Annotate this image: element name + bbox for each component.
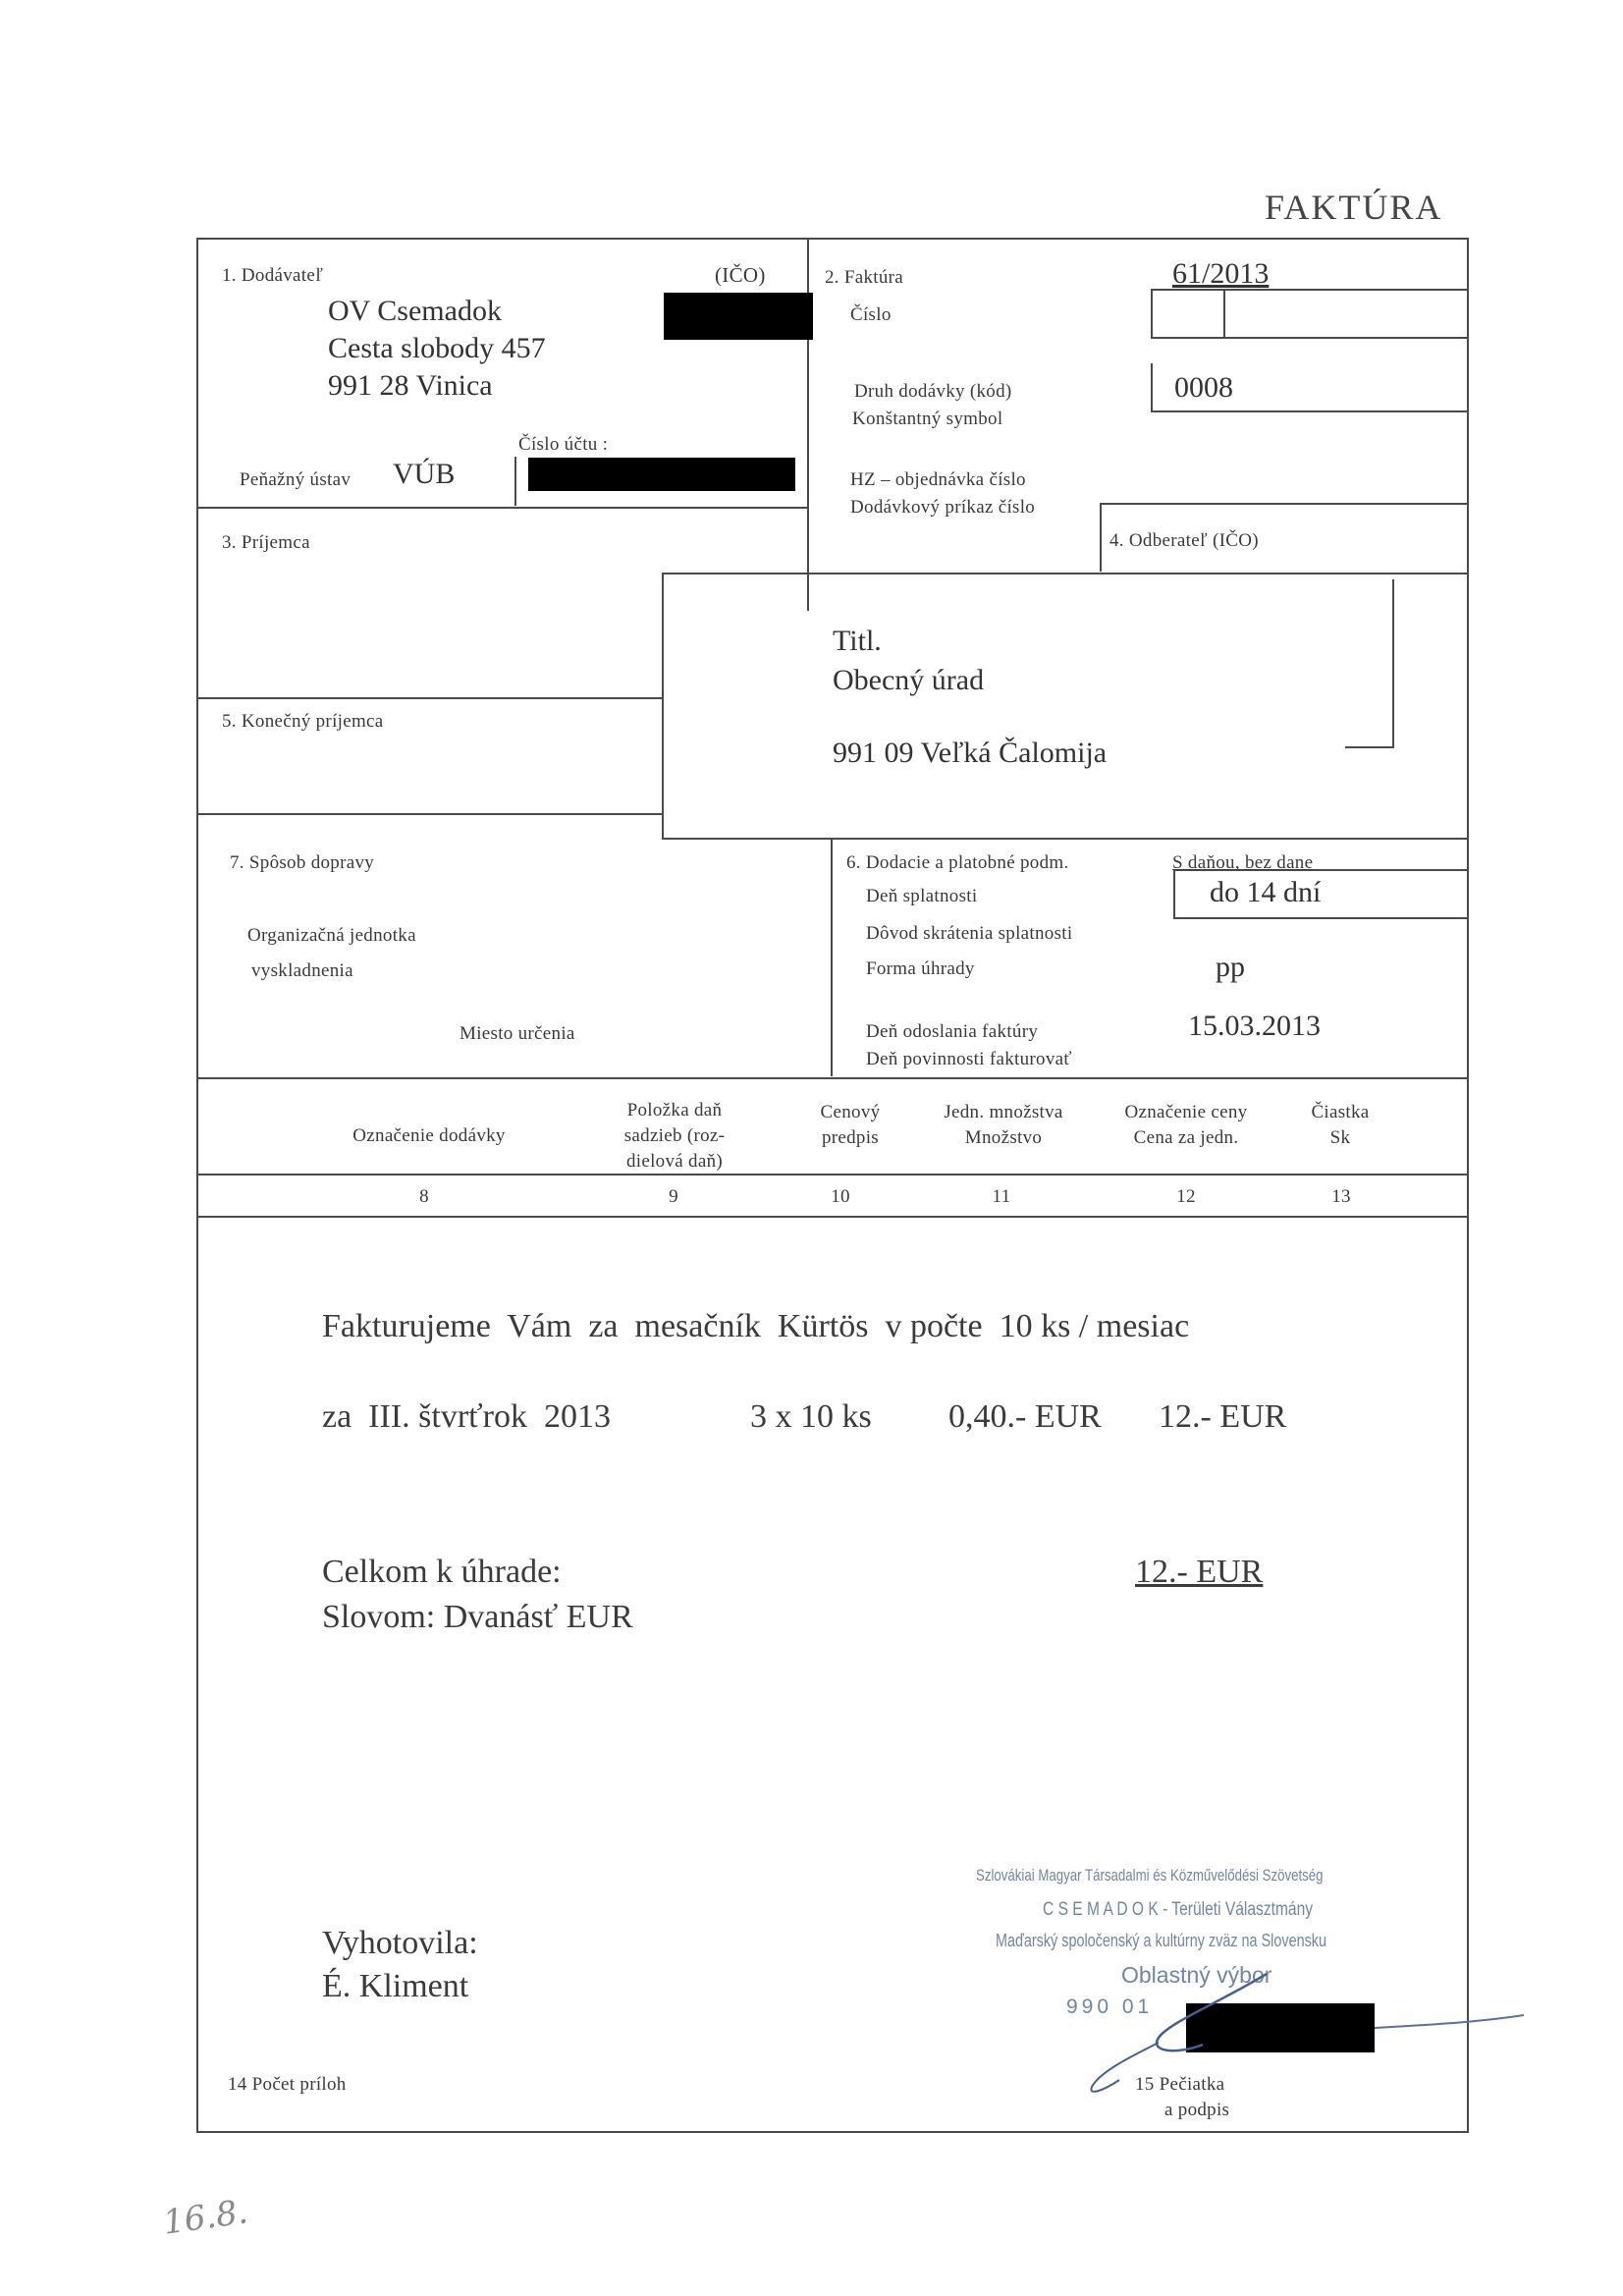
delivery-order-label: Dodávkový príkaz číslo — [850, 497, 1036, 518]
supplier-street: Cesta slobody 457 — [328, 332, 546, 364]
invoice-quantity: 3 x 10 ks — [750, 1398, 872, 1435]
invoice-period: za III. štvrťrok 2013 — [322, 1398, 611, 1435]
prepared-by-label: Vyhotovila: — [322, 1925, 478, 1961]
table-header-cell: Cenový predpis — [820, 1102, 881, 1148]
sent-date: 15.03.2013 — [1188, 1010, 1321, 1042]
due-label: Deň splatnosti — [866, 886, 978, 906]
stamp-line: C S E M A D O K - Területi Választmány — [1043, 1899, 1314, 1920]
invoice-line-total: 12.- EUR — [1159, 1398, 1287, 1435]
org-unit-label-2: vyskladnenia — [251, 960, 353, 981]
constant-symbol: 0008 — [1174, 371, 1233, 404]
invoice-number: 61/2013 — [1172, 257, 1270, 290]
payment-form-label: Forma úhrady — [866, 958, 975, 979]
table-header-cell: Položka daň sadzieb (roz- dielová daň) — [623, 1100, 726, 1172]
stamp-line: Oblastný výbor — [1121, 1962, 1272, 1988]
supplier-label: 1. Dodávateľ — [222, 265, 324, 286]
table-header-cell: Označenie ceny Cena za jedn. — [1124, 1102, 1248, 1148]
column-number: 11 — [992, 1186, 1011, 1207]
bank-name: VÚB — [393, 458, 456, 490]
stamp-label-2: a podpis — [1164, 2100, 1230, 2120]
org-unit-label-1: Organizačná jednotka — [247, 925, 416, 946]
table-header-cell: Označenie dodávky — [352, 1125, 506, 1146]
prepared-by-name: É. Kliment — [322, 1968, 469, 2004]
column-number: 9 — [669, 1186, 678, 1207]
column-number: 10 — [831, 1186, 850, 1207]
payment-form: pp — [1216, 951, 1245, 983]
stamp-label-1: 15 Pečiatka — [1135, 2074, 1225, 2095]
shortening-label: Dôvod skrátenia splatnosti — [866, 923, 1073, 944]
column-number: 13 — [1331, 1186, 1351, 1207]
table-header-cell: Čiastka Sk — [1311, 1102, 1370, 1148]
tax-header: S daňou, bez dane — [1172, 852, 1314, 873]
customer-title: Titl. — [833, 625, 882, 657]
table-header-cell: Jedn. množstva Množstvo — [944, 1102, 1063, 1148]
stamp-line: 990 01 — [1066, 1995, 1154, 2018]
supplier-ico-label: (IČO) — [715, 263, 766, 287]
bank-label: Peňažný ústav — [240, 469, 352, 490]
due-value: do 14 dní — [1210, 876, 1322, 908]
delivery-type-label: Druh dodávky (kód) — [854, 381, 1012, 402]
invoice-unit-price: 0,40.- EUR — [948, 1398, 1102, 1435]
customer-name: Obecný úrad — [833, 664, 985, 696]
constant-symbol-label: Konštantný symbol — [852, 409, 1003, 429]
handwritten-note: 16.8. — [160, 2192, 250, 2243]
supplier-name: OV Csemadok — [328, 295, 502, 327]
duty-label: Deň povinnosti fakturovať — [866, 1049, 1072, 1069]
page-title: FAKTÚRA — [1265, 188, 1443, 227]
order-label: HZ – objednávka číslo — [850, 469, 1026, 490]
sent-label: Deň odoslania faktúry — [866, 1021, 1039, 1042]
destination-label: Miesto určenia — [460, 1023, 575, 1044]
supplier-city: 991 28 Vinica — [328, 369, 493, 402]
recipient-label: 3. Príjemca — [222, 532, 310, 553]
total-value: 12.- EUR — [1135, 1554, 1264, 1590]
stamp-line: Maďarský spoločenský a kultúrny zväz na Slovensku — [996, 1931, 1327, 1950]
account-label: Číslo účtu : — [518, 434, 609, 455]
column-number: 12 — [1176, 1186, 1196, 1207]
transport-label: 7. Spôsob dopravy — [230, 852, 375, 873]
invoice-number-label: Číslo — [850, 304, 892, 325]
terms-label: 6. Dodacie a platobné podm. — [846, 852, 1069, 873]
attachments-label: 14 Počet príloh — [228, 2074, 347, 2095]
stamp-line: Szlovákiai Magyar Társadalmi és Közművelődési Szövetség — [976, 1866, 1324, 1885]
total-label: Celkom k úhrade: — [322, 1554, 562, 1590]
invoice-description: Fakturujeme Vám za mesačník Kürtös v počte 10 ks / mesiac — [322, 1308, 1190, 1344]
column-number: 8 — [419, 1186, 429, 1207]
customer-label: 4. Odberateľ (IČO) — [1109, 530, 1259, 551]
invoice-label: 2. Faktúra — [825, 267, 904, 288]
customer-city: 991 09 Veľká Čalomija — [833, 737, 1108, 769]
total-in-words: Slovom: Dvanásť EUR — [322, 1599, 633, 1635]
final-recipient-label: 5. Konečný príjemca — [222, 711, 384, 732]
